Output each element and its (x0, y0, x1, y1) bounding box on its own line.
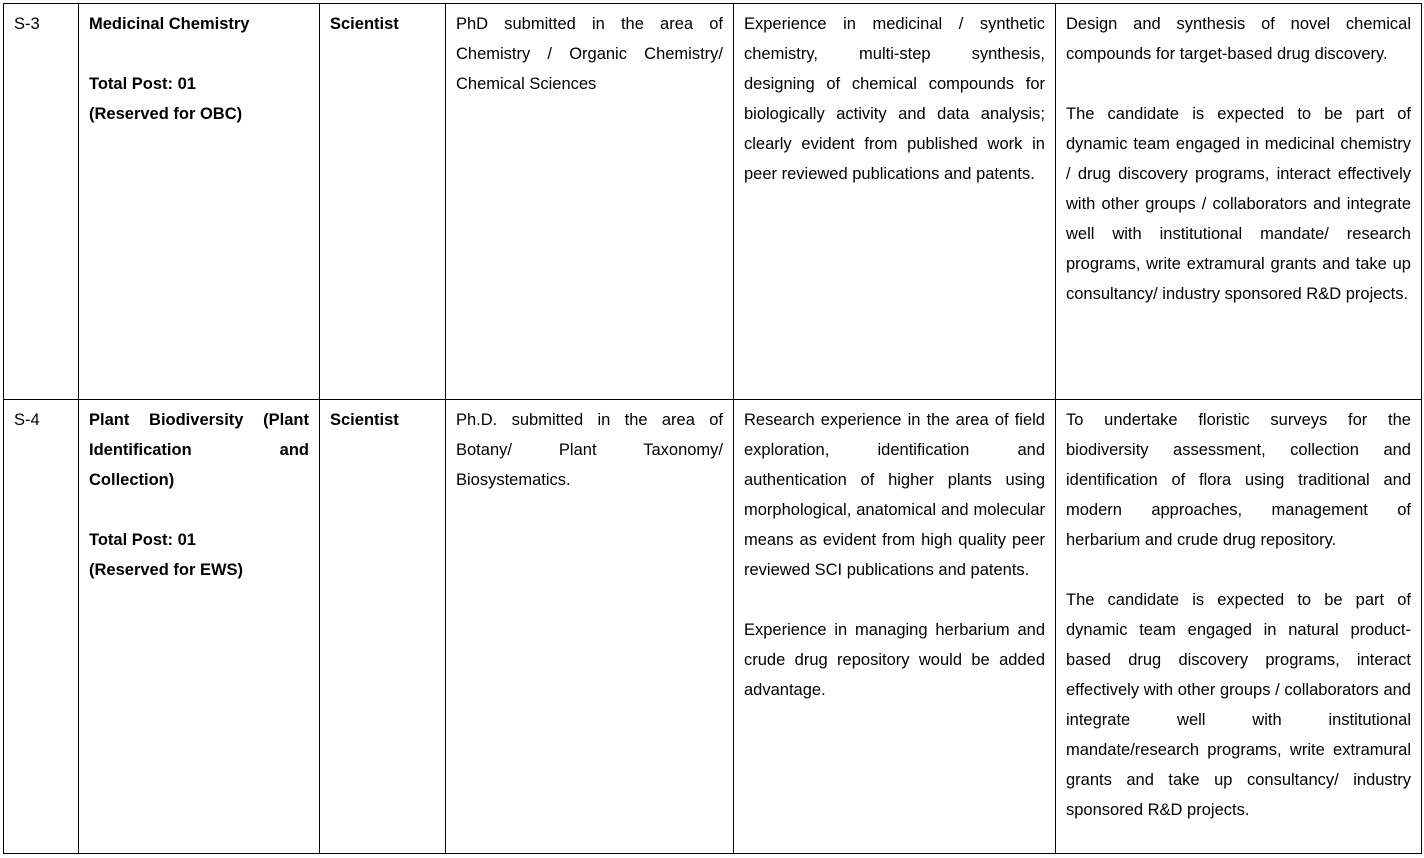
role-text: Design and synthesis of novel chemical compounds for target-based drug discovery. (1066, 15, 1411, 63)
role-text: The candidate is expected to be part of dynamic team engaged in medicinal chemistry / drug discovery programs, interact effectively with other groups / collaborators and integrate well with institutional mandate/ research programs, write extramural grants and take up consultancy/ industry sponsored R&D projects. (1066, 105, 1411, 303)
role-text: The candidate is expected to be part of dynamic team engaged in natural product-based drug discovery programs, interact effectively with other groups / collaborators and integrate well with institutional mandate/research programs, write extramural grants and take up consultancy/ industry sponsored R&D projects. (1066, 591, 1411, 819)
position-title: Scientist (330, 15, 399, 33)
total-post: Total Post: 01 (89, 75, 196, 93)
table-row (4, 400, 1422, 854)
position-cell (320, 400, 446, 854)
position-title: Scientist (330, 411, 399, 429)
total-post: Total Post: 01 (89, 531, 196, 549)
subject-area-cell (79, 4, 320, 400)
posts-table (3, 3, 1422, 854)
experience-text: Experience in managing herbarium and crude drug repository would be added advantage. (744, 621, 1045, 699)
post-code-cell (4, 400, 79, 854)
subject-area: Medicinal Chemistry (89, 15, 250, 33)
qualification-cell (446, 4, 734, 400)
experience-cell (734, 400, 1056, 854)
role-cell (1056, 4, 1422, 400)
position-cell (320, 4, 446, 400)
qualification-cell (446, 400, 734, 854)
post-code-cell (4, 4, 79, 400)
table-row (4, 4, 1422, 400)
reservation: (Reserved for OBC) (89, 105, 243, 123)
post-code: S-3 (14, 15, 40, 33)
experience-text: Experience in medicinal / synthetic chemistry, multi-step synthesis, designing of chemical compounds for biologically activity and data analysis; clearly evident from published work in peer reviewed publications and patents. (744, 15, 1045, 183)
role-cell (1056, 400, 1422, 854)
qualification-text: Ph.D. submitted in the area of Botany/ Plant Taxonomy/ Biosystematics. (456, 411, 723, 489)
subject-area-cell (79, 400, 320, 854)
reservation: (Reserved for EWS) (89, 561, 244, 579)
experience-text: Research experience in the area of field exploration, identification and authentication of higher plants using morphological, anatomical and molecular means as evident from high quality peer reviewed SCI publications and patents. (744, 411, 1045, 579)
qualification-text: PhD submitted in the area of Chemistry / Organic Chemistry/ Chemical Sciences (456, 15, 723, 93)
role-text: To undertake floristic surveys for the biodiversity assessment, collection and identification of flora using traditional and modern approaches, management of herbarium and crude drug repository. (1066, 411, 1411, 549)
subject-area: Plant Biodiversity (Plant Identification and Collection) (89, 411, 309, 489)
experience-cell (734, 4, 1056, 400)
post-code: S-4 (14, 411, 40, 429)
